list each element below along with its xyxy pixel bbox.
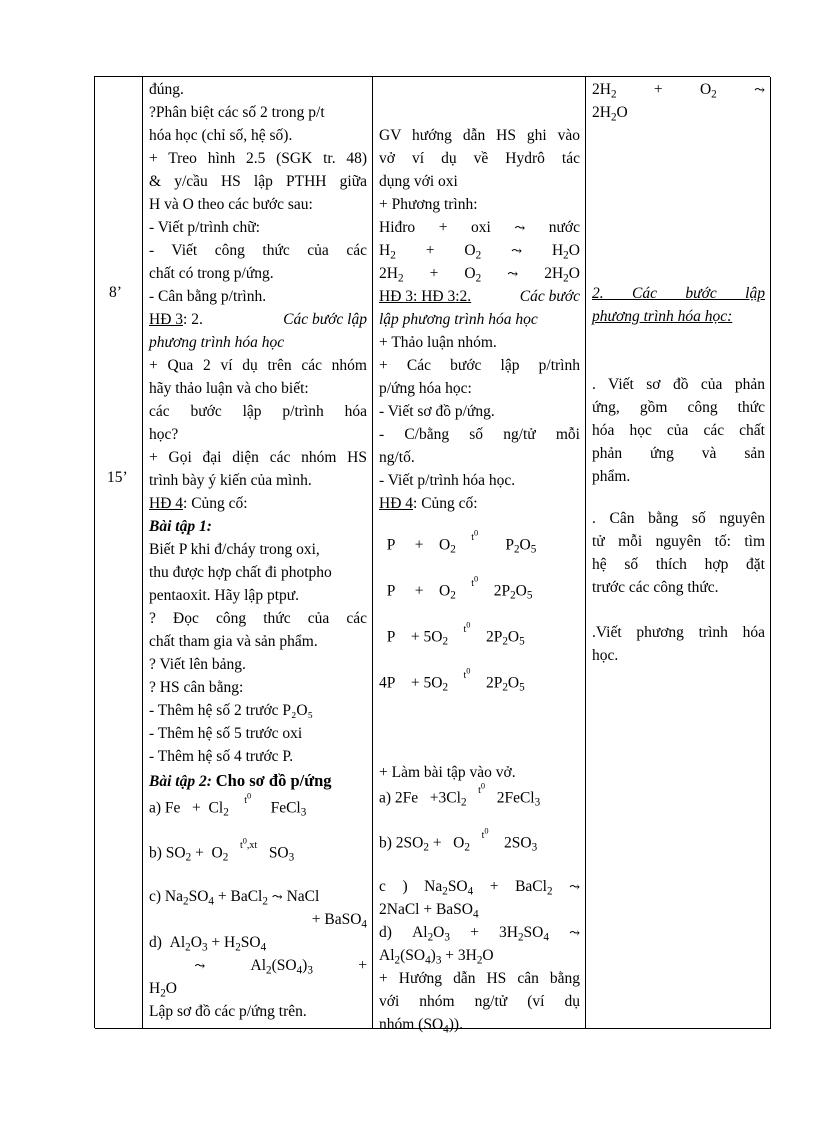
time-8-min: 8’ xyxy=(109,284,122,301)
ex2-eq-d3: $H_2O$ xyxy=(149,980,177,1000)
h2o-equation-2: $2H_2O$ xyxy=(592,104,628,124)
text-line: chất tham gia và sản phẩm. xyxy=(149,633,318,650)
text-line: dụng với oxi xyxy=(379,173,458,190)
ex2-ans-b: b) $2SO_2 + O_2$ $^{t^0}$ $2SO_3$ xyxy=(379,827,538,854)
text-line: đúng. xyxy=(149,81,184,98)
hd3-title: Các bước xyxy=(519,288,580,305)
text-line: lập phương trình hóa học xyxy=(379,311,538,328)
ex1-eq-2: P + $O_2$ $^{t^0}$ $2P_2O_5$ xyxy=(379,575,533,602)
h2o-equation-1: $2H_2$ + $O_2$ ⤳ xyxy=(592,81,765,101)
lesson-table xyxy=(94,76,770,1036)
hd4-text: : Củng cố: xyxy=(183,495,248,512)
text-line: học? xyxy=(149,426,179,443)
text-line: - Viết công thức của các xyxy=(149,242,367,259)
text-line: - Thêm hệ số 2 trước P₂O₅ xyxy=(149,702,314,719)
word-nuoc: nước xyxy=(548,219,580,236)
text-line: phương trình hóa học xyxy=(149,334,285,351)
text-line: pentaoxit. Hãy lập ptpư. xyxy=(149,587,300,604)
hd4-label: HĐ 4 xyxy=(379,495,414,512)
ex2-eq-c2: + BaSO$_4$ xyxy=(311,911,367,931)
ex2-eq-d1: d) $Al_2O_3 + H_2SO_4$ xyxy=(149,934,267,954)
text-line: trình bày ý kiến của mình. xyxy=(149,472,312,489)
step-1-line: phản ứng và sản xyxy=(592,445,765,462)
hd3-label: HĐ 3 xyxy=(149,311,184,328)
teacher-activity-column xyxy=(143,77,373,1029)
text-line: ng/tố. xyxy=(379,449,415,466)
text-line: - C/bằng số ng/tử mỗi xyxy=(379,426,580,443)
text-line: & y/cầu HS lập PTHH giữa xyxy=(149,173,367,190)
step-3-line: .Viết phương trình hóa xyxy=(592,624,765,641)
heading-hd3 xyxy=(149,308,367,332)
text-line: hóa học (chỉ số, hệ số). xyxy=(149,127,293,144)
text-line: vở ví dụ về Hydrô tác xyxy=(379,150,580,167)
text-line: với nhóm ng/tử (ví dụ xyxy=(379,993,580,1010)
text-line: Lập sơ đồ các p/ứng trên. xyxy=(149,1003,307,1020)
text-line: + Phương trình: xyxy=(379,196,478,213)
step-2-line: hệ số thích hợp đặt xyxy=(592,556,765,573)
text-line: GV hướng dẫn HS ghi vào xyxy=(379,127,580,144)
ex2-ans-d2: $Al_2(SO_4)_3 + 3H_2O$ xyxy=(379,947,494,967)
text-line: thu được hợp chất đi photpho xyxy=(149,564,332,581)
ex2-ans-c1: c ) $Na_2SO_4$ + BaCl$_2$ ⤳ xyxy=(379,878,580,898)
text-line: ? Đọc công thức của các xyxy=(149,610,367,627)
step-2-line: tử mỗi nguyên tố: tìm xyxy=(592,533,765,550)
text-line: - Viết p/trình chữ: xyxy=(149,219,260,236)
heading-hd4 xyxy=(149,492,367,516)
hd3-title: Các bước lập xyxy=(283,311,367,328)
ex2-ans-a: a) $2Fe +3Cl_2$ $^{t^0}$ 2FeCl$_3$ xyxy=(379,782,541,809)
text-line: ? Viết lên bảng. xyxy=(149,656,246,673)
hd4-text: : Củng cố: xyxy=(413,495,478,512)
time-column xyxy=(95,77,143,1029)
heading-hd4-student xyxy=(379,492,580,516)
word-oxi: oxi xyxy=(470,219,491,236)
text-line: + Thảo luận nhóm. xyxy=(379,334,497,351)
plus-sign: + xyxy=(438,219,448,236)
text-line: + Làm bài tập vào vở. xyxy=(379,764,516,781)
exercise-2-text: Cho sơ đồ p/ứng xyxy=(215,771,332,790)
text-line: + Gọi đại diện các nhóm HS xyxy=(149,449,367,466)
hd3-label: HĐ 3: HĐ 3 xyxy=(379,288,456,305)
text-line: - Viết sơ đồ p/ứng. xyxy=(379,403,495,420)
heading-hd3-student xyxy=(379,285,580,309)
text-line: + Các bước lập p/trình xyxy=(379,357,580,374)
student-activity-column xyxy=(373,77,586,1036)
ex1-eq-3: P + $5O_2$ $^{t^0}$ $2P_2O_5$ xyxy=(379,621,525,648)
hd3-colon: :2. xyxy=(455,288,472,305)
ex2-ans-d1: d) $Al_2O_3$ + $3H_2SO_4$ ⤳ xyxy=(379,924,580,944)
text-line: chất có trong p/ứng. xyxy=(149,265,274,282)
ex1-eq-4: 4P + $5O_2$ $^{t^0}$ $2P_2O_5$ xyxy=(379,667,525,694)
h2-equation-unbalanced: $H_2$ + $O_2$ ⤳ $H_2O$ xyxy=(379,242,580,262)
exercise-1-title: Bài tập 1: xyxy=(149,518,212,535)
text-line: - Thêm hệ số 5 trước oxi xyxy=(149,725,303,742)
step-1-line: . Viết sơ đồ của phản xyxy=(592,376,765,393)
step-2-line: . Cân bằng số nguyên xyxy=(592,510,765,527)
step-2-line: trước các công thức. xyxy=(592,579,719,596)
text-line: hãy thảo luận và cho biết: xyxy=(149,380,309,397)
step-1-line: hóa học của các chất xyxy=(592,422,765,439)
section-heading-1: 2. Các bước lập xyxy=(592,285,765,302)
text-line: + Hướng dẫn HS cân bằng xyxy=(379,970,580,987)
hd3-colon: : 2. xyxy=(183,311,203,328)
word-equation xyxy=(379,216,580,240)
ex2-eq-c1: c) $Na_2SO_4$ + BaCl$_2$ ⤳ NaCl xyxy=(149,888,320,908)
exercise-2-label: Bài tập 2: xyxy=(149,773,216,790)
text-line: + Treo hình 2.5 (SGK tr. 48) xyxy=(149,150,367,167)
text-line: Biết P khi đ/cháy trong oxi, xyxy=(149,541,320,558)
text-line: - Thêm hệ số 4 trước P. xyxy=(149,748,294,765)
reaction-arrow-icon: ⤳ xyxy=(514,220,526,235)
hd4-label: HĐ 4 xyxy=(149,495,184,512)
section-heading-2: phương trình hóa học: xyxy=(592,308,733,325)
text-line: - Viết p/trình hóa học. xyxy=(379,472,516,489)
step-3-line: học. xyxy=(592,647,619,664)
time-15-min: 15’ xyxy=(107,469,128,486)
exercise-2-title xyxy=(149,769,367,793)
text-line: - Cân bằng p/trình. xyxy=(149,288,267,305)
text-line: nhóm $(SO_4)$). xyxy=(379,1016,463,1036)
text-line: ?Phân biệt các số 2 trong p/t xyxy=(149,104,325,121)
h2-equation-balanced: $2H_2$ + $O_2$ ⤳ $2H_2O$ xyxy=(379,265,580,285)
ex1-eq-1: P + $O_2$ $^{t^0}$ $P_2O_5$ xyxy=(379,529,537,556)
text-line: + Qua 2 ví dụ trên các nhóm xyxy=(149,357,367,374)
text-line: p/ứng hóa học: xyxy=(379,380,472,397)
content-column xyxy=(586,77,771,1029)
ex2-eq-d2: ⤳ $Al_2(SO_4)_3$ + xyxy=(194,957,367,977)
ex2-eq-b: b) $SO_2 + O_2$ $^{t^0,xt}$ $SO_3$ xyxy=(149,837,295,864)
text-line: H và O theo các bước sau: xyxy=(149,196,313,213)
word-hidro: Hiđro xyxy=(379,219,416,236)
text-line: ? HS cân bằng: xyxy=(149,679,244,696)
step-1-line: ứng, gồm công thức xyxy=(592,399,765,416)
ex2-eq-a: a) $Fe + Cl_2$ $^{t^0}$ FeCl$_3$ xyxy=(149,792,307,819)
ex2-ans-c2: 2NaCl + BaSO$_4$ xyxy=(379,901,479,921)
text-line: các bước lập p/trình hóa xyxy=(149,403,367,420)
step-1-line: phẩm. xyxy=(592,468,631,485)
